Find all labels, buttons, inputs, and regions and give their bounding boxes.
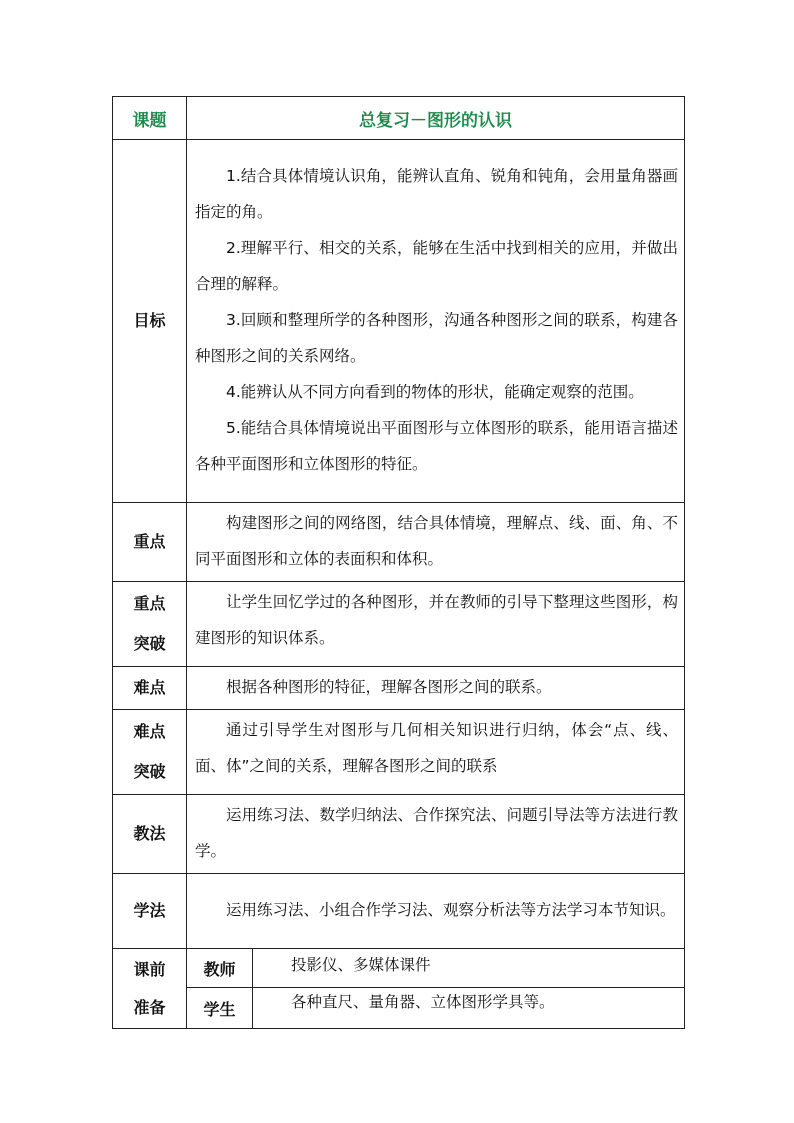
difficulty-text: 根据各种图形的特征，理解各图形之间的联系。 <box>226 678 552 696</box>
teaching-method-text: 运用练习法、数学归纳法、合作探究法、问题引导法等方法进行教学。 <box>195 806 678 860</box>
teacher-materials: 投影仪、多媒体课件 <box>253 949 685 988</box>
student-label: 学生 <box>187 988 253 1029</box>
difficulty-breakthrough-row <box>113 710 685 795</box>
key-point-content <box>187 503 685 582</box>
key-breakthrough-content <box>187 582 685 667</box>
preparation-label-line2: 准备 <box>133 997 166 1017</box>
goal-item: 1.结合具体情境认识角，能辨认直角、锐角和钝角，会用量角器画指定的角。 <box>195 167 678 221</box>
teaching-method-label: 教法 <box>113 795 187 874</box>
goals-label: 目标 <box>113 140 187 503</box>
difficulty-content <box>187 667 685 710</box>
goal-item: 2.理解平行、相交的关系，能够在生活中找到相关的应用，并做出合理的解释。 <box>195 239 678 293</box>
difficulty-breakthrough-label-line2: 突破 <box>133 762 166 781</box>
goals-content <box>187 140 685 503</box>
teaching-method-row <box>113 795 685 874</box>
difficulty-row <box>113 667 685 710</box>
teacher-label: 教师 <box>187 949 253 988</box>
preparation-label-line1: 课前 <box>133 959 166 979</box>
student-materials: 各种直尺、量角器、立体图形学具等。 <box>253 988 685 1029</box>
key-point-row <box>113 503 685 582</box>
key-breakthrough-label <box>113 582 187 667</box>
preparation-label <box>113 949 187 1029</box>
difficulty-label: 难点 <box>113 667 187 710</box>
key-breakthrough-row <box>113 582 685 667</box>
key-breakthrough-label-line1: 重点 <box>133 594 166 613</box>
key-point-text: 构建图形之间的网络图，结合具体情境，理解点、线、面、角、不同平面图形和立体的表面积和体积。 <box>195 514 678 568</box>
difficulty-breakthrough-label <box>113 710 187 795</box>
topic-label: 课题 <box>113 97 187 140</box>
header-row <box>113 97 685 140</box>
difficulty-breakthrough-content <box>187 710 685 795</box>
learning-method-row <box>113 874 685 949</box>
difficulty-breakthrough-label-line1: 难点 <box>133 722 166 741</box>
learning-method-label: 学法 <box>113 874 187 949</box>
learning-method-content <box>187 874 685 949</box>
preparation-teacher-row <box>113 949 685 988</box>
key-breakthrough-text: 让学生回忆学过的各种图形，并在教师的引导下整理这些图形，构建图形的知识体系。 <box>195 593 678 647</box>
difficulty-breakthrough-text: 通过引导学生对图形与几何相关知识进行归纳，体会“点、线、面、体”之间的关系，理解各图形之间的联系 <box>195 721 678 775</box>
lesson-title: 总复习－图形的认识 <box>187 97 685 140</box>
preparation-student-row <box>113 988 685 1029</box>
key-breakthrough-label-line2: 突破 <box>133 634 166 653</box>
goal-item: 4.能辨认从不同方向看到的物体的形状，能确定观察的范围。 <box>226 383 644 401</box>
goal-item: 3.回顾和整理所学的各种图形，沟通各种图形之间的联系，构建各种图形之间的关系网络。 <box>195 311 678 365</box>
key-point-label: 重点 <box>113 503 187 582</box>
lesson-plan-table <box>112 96 685 1029</box>
learning-method-text: 运用练习法、小组合作学习法、观察分析法等方法学习本节知识。 <box>226 901 676 919</box>
goal-item: 5.能结合具体情境说出平面图形与立体图形的联系，能用语言描述各种平面图形和立体图形的特征。 <box>195 419 678 473</box>
teaching-method-content <box>187 795 685 874</box>
goals-row <box>113 140 685 503</box>
